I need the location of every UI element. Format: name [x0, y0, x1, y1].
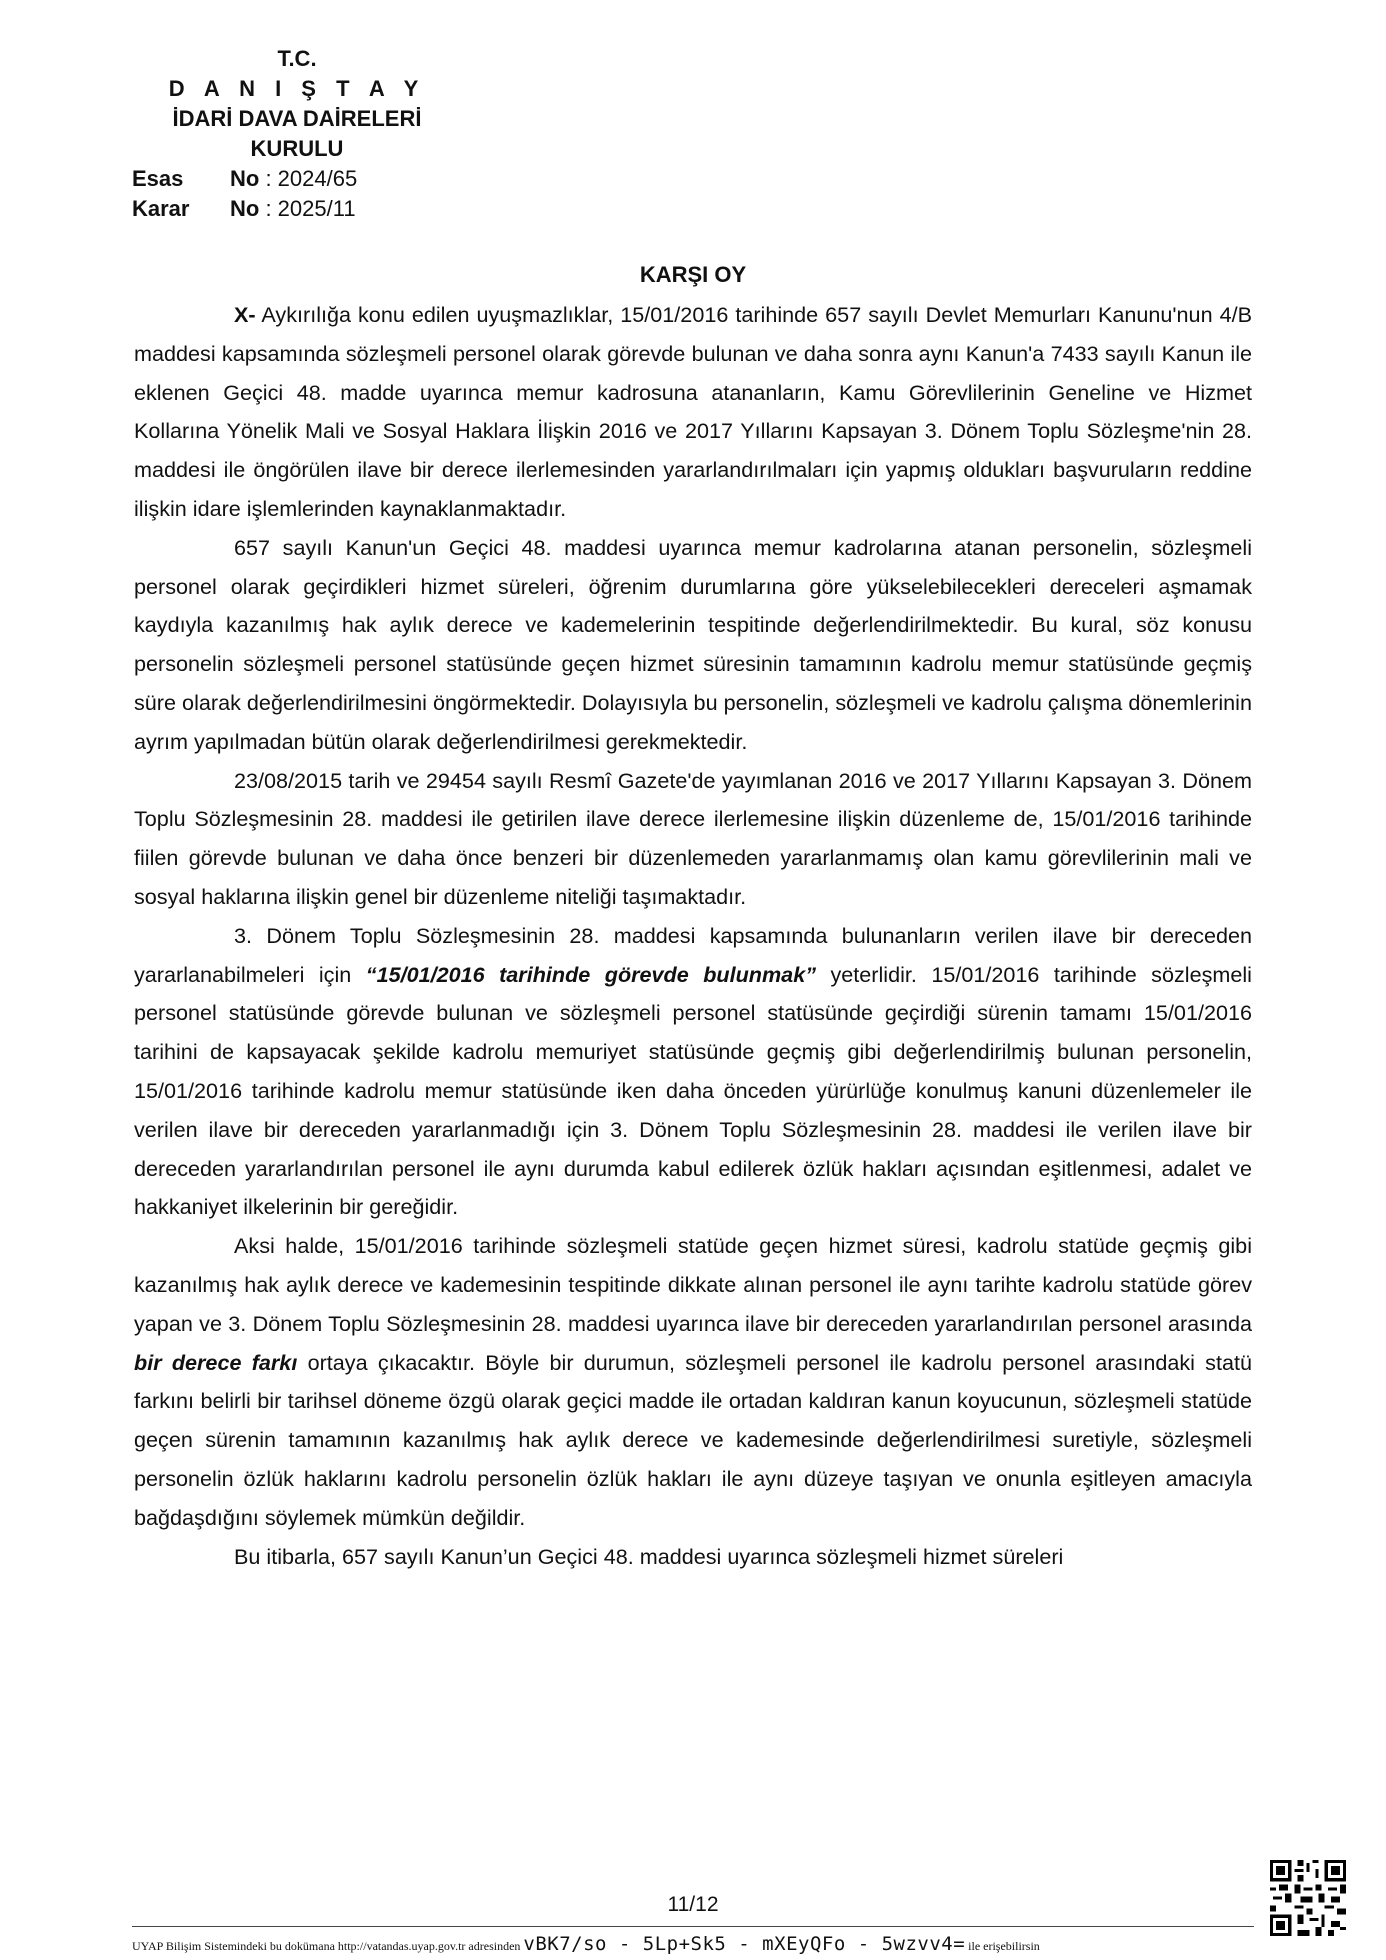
header-tc: T.C.: [277, 46, 317, 71]
paragraph-4-text-a: 3. Dönem Toplu Sözleşmesinin 28. maddesi kapsamında bulunanların verilen ilave bir dereceden yararlanabilmeleri için: [134, 922, 1252, 987]
esas-row: [132, 164, 462, 194]
page-number: 11/12: [667, 1893, 719, 1916]
paragraph-5: [134, 1227, 1252, 1537]
karar-label: Karar: [132, 196, 190, 221]
header-danistay: D A N I Ş T A Y: [168, 76, 426, 101]
paragraph-2: 657 sayılı Kanun'un Geçici 48. maddesi uyarınca memur kadrolarına atanan personelin, sözleşmeli personel olarak geçirdikleri hizmet süreleri, öğrenim durumlarına göre yükselebilecekleri dereceleri aşmamak kaydıyla kazanılmış hak aylık derece ve kademelerinin tespitinde değerlendirilmektedir. Bu kural, söz konusu personelin sözleşmeli personel statüsünde geçen hizmet süresinin tamamının kadrolu memur statüsünde geçmiş süre olarak değerlendirilmesini öngörmektedir. Dolayısıyla bu personelin, sözleşmeli ve kadrolu çalışma dönemlerinin ayrım yapılmadan bütün olarak değerlendirilmesi gerekmektedir.: [134, 534, 1252, 754]
karar-row: [132, 194, 462, 224]
header-idari-dava: İDARİ DAVA DAİRELERİ: [172, 106, 422, 131]
esas-value: : 2024/65: [265, 166, 358, 191]
paragraph-5-text-a: Aksi halde, 15/01/2016 tarihinde sözleşmeli statüde geçen hizmet süresi, kadrolu statüde geçmiş gibi kazanılmış hak aylık derece ve kademesinin tespitinde dikkate alınan personel ile aynı tarihte kadrolu statüde görev yapan ve 3. Dönem Toplu Sözleşmesinin 28. maddesi uyarınca ilave bir dereceden yararlandırılan personel arasında: [134, 1233, 1252, 1336]
karar-value: : 2025/11: [265, 196, 356, 221]
footer-prefix: UYAP Bilişim Sistemindeki bu dokümana http://vatandas.uyap.gov.tr adresinden: [132, 1939, 521, 1953]
paragraph-4: [134, 917, 1252, 1227]
paragraph-1-lead: X-: [234, 302, 256, 327]
paragraph-6: Bu itibarla, 657 sayılı Kanun’un Geçici 48. maddesi uyarınca sözleşmeli hizmet süreleri: [234, 1543, 1064, 1569]
footer: [132, 1933, 1272, 1955]
footer-verification-code: vBK7/so - 5Lp+Sk5 - mXEyQFo - 5wzvv4=: [523, 1933, 966, 1955]
karar-no-label: No: [230, 196, 260, 221]
paragraph-1-text: Aykırılığa konu edilen uyuşmazlıklar, 15/01/2016 tarihinde 657 sayılı Devlet Memurları Kanunu'nun 4/B maddesi kapsamında sözleşmeli personel olarak görevde bulunan ve daha sonra aynı Kanun'a 7433 sayılı Kanun ile eklenen Geçici 48. madde uyarınca memur kadrosuna atananların, Kamu Görevlilerinin Geneline ve Hizmet Kollarına Yönelik Mali ve Sosyal Haklara İlişkin 2016 ve 2017 Yıllarını Kapsayan 3. Dönem Toplu Sözleşme'nin 28. maddesi ile öngörülen ilave bir derece ilerlemesinden yararlandırılmaları için yapmış oldukları başvuruların reddine ilişkin idare işlemlerinden kaynaklanmaktadır.: [134, 302, 1252, 521]
paragraph-1: [134, 296, 1252, 529]
paragraph-3: 23/08/2015 tarih ve 29454 sayılı Resmî Gazete'de yayımlanan 2016 ve 2017 Yıllarını Kapsayan 3. Dönem Toplu Sözleşmesinin 28. maddesi ile getirilen ilave derece ilerlemesine ilişkin düzenleme de, 15/01/2016 tarihinde fiilen görevde bulunan ve daha önce benzeri bir düzenlemeden yararlanmamış olan kamu görevlilerinin mali ve sosyal haklarına ilişkin genel bir düzenleme niteliği taşımaktadır.: [134, 767, 1252, 909]
footer-suffix: ile erişebilirsin: [968, 1939, 1040, 1953]
section-title: KARŞI OY: [639, 262, 747, 287]
document-header: [132, 44, 462, 224]
document-body: [134, 296, 1252, 1576]
footer-divider: [132, 1926, 1254, 1927]
header-kurulu: KURULU: [250, 136, 344, 161]
paragraph-4-text-b: yeterlidir. 15/01/2016 tarihinde sözleşmeli personel statüsünde görevde bulunan ve sözleşmeli personel statüsünde geçirdiği sürenin tamamı 15/01/2016 tarihini de kapsayacak şekilde kadrolu memuriyet statüsünde geçmiş gibi değerlendirilmiş bulunan personelin, 15/01/2016 tarihinde kadrolu memur statüsünde iken daha önceden yürürlüğe konulmuş kanuni düzenlemeler ile verilen ilave bir dereceden yararlanmadığı için 3. Dönem Toplu Sözleşmesinin 28. maddesi ile verilen ilave bir dereceden yararlandırılan personel ile aynı durumda kabul edilerek özlük hakları açısından eşitlenmesi, adalet ve hakkaniyet ilkelerinin bir gereğidir.: [134, 961, 1252, 1220]
paragraph-5-emphasis: bir derece farkı: [134, 1349, 298, 1375]
paragraph-5-text-b: ortaya çıkacaktır. Böyle bir durumun, sözleşmeli personel ile kadrolu personel arasındaki statü farkını belirli bir tarihsel döneme özgü olarak geçici madde ile ortadan kaldıran kanun koyucunun, sözleşmeli statüde geçen sürenin tamamının kazanılmış hak aylık derece ve kademesinde değerlendirilmesi suretiyle, sözleşmeli personelin özlük haklarını kadrolu personelin özlük hakları ile aynı düzeye taşıyan ve onunla eşitleyen amacıyla bağdaşdığını söylemek mümkün değildir.: [134, 1349, 1252, 1530]
esas-no-label: No: [230, 166, 260, 191]
qr-code-icon: [1270, 1860, 1346, 1936]
paragraph-4-emphasis: “15/01/2016 tarihinde görevde bulunmak”: [365, 961, 816, 987]
esas-label: Esas: [132, 166, 184, 191]
